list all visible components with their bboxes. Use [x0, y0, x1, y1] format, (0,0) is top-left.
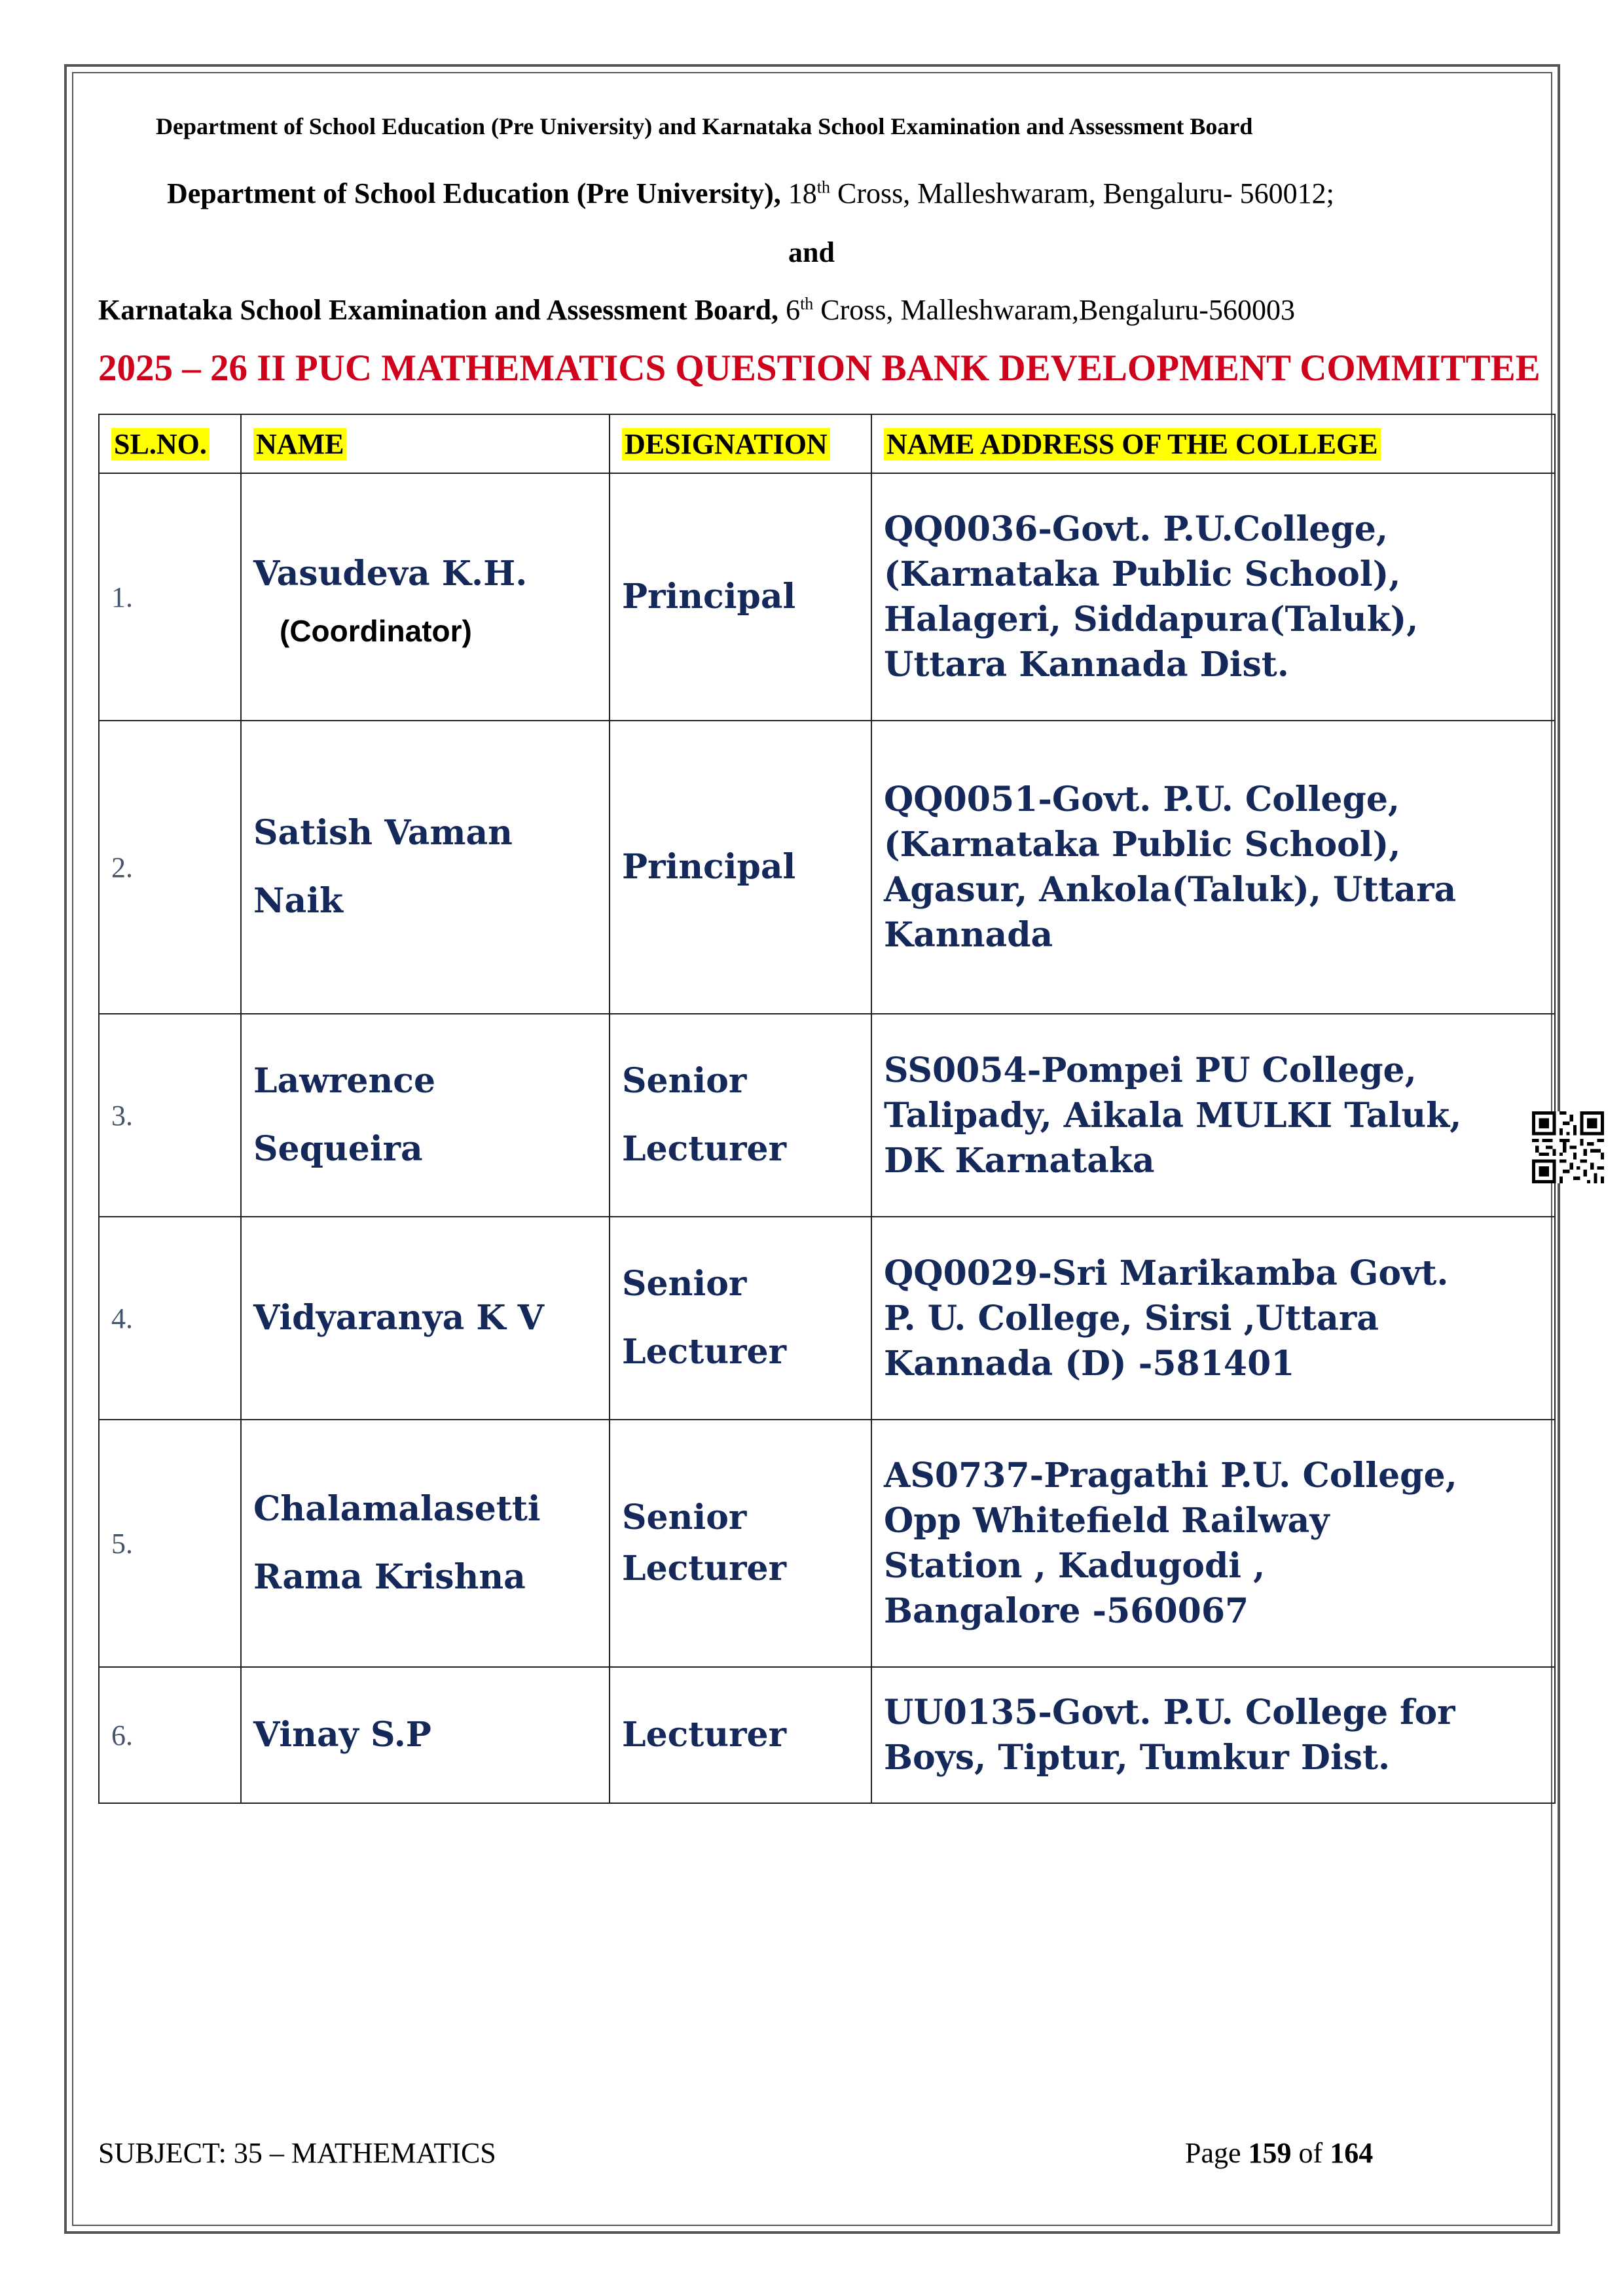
- address-line: Uttara Kannada Dist.: [884, 645, 1289, 685]
- address-line: UU0135-Govt. P.U. College for: [884, 1693, 1455, 1732]
- address-line: Station , Kadugodi ,: [884, 1546, 1266, 1586]
- header-line-2-sup: th: [816, 177, 830, 197]
- header-slno: SL.NO.: [99, 414, 241, 473]
- row-designation: Principal: [610, 721, 871, 1014]
- table-row: [99, 1667, 1555, 1803]
- row-address: [871, 1217, 1555, 1420]
- table-row: [99, 1420, 1555, 1667]
- header-line-2: [167, 177, 1334, 210]
- header-line-3-rest: Cross, Malleshwaram,Bengaluru-560003: [820, 294, 1295, 326]
- row-slno: 5.: [99, 1420, 241, 1667]
- address-line: SS0054-Pompei PU College,: [884, 1050, 1417, 1090]
- coordinator-note: (Coordinator): [280, 614, 472, 648]
- header-college-address: NAME ADDRESS OF THE COLLEGE: [871, 414, 1555, 473]
- address-line: Kannada: [884, 915, 1053, 955]
- row-slno: 4.: [99, 1217, 241, 1420]
- row-designation: Principal: [610, 473, 871, 721]
- header-and: and: [788, 236, 835, 268]
- row-address: [871, 1667, 1555, 1803]
- address-line: QQ0051-Govt. P.U. College,: [884, 780, 1400, 819]
- address-line: Opp Whitefield Railway: [884, 1501, 1330, 1541]
- row-address: [871, 473, 1555, 721]
- row-designation: Senior Lecturer: [610, 1420, 871, 1667]
- address-line: QQ0029-Sri Marikamba Govt.: [884, 1253, 1449, 1293]
- table-row: [99, 1217, 1555, 1420]
- address-line: (Karnataka Public School),: [884, 554, 1401, 594]
- footer-subject: SUBJECT: 35 – MATHEMATICS: [98, 2137, 496, 2169]
- table-header-row: [99, 414, 1555, 473]
- header-line-2-rest: Cross, Malleshwaram, Bengaluru- 560012;: [837, 177, 1334, 209]
- committee-table: [98, 414, 1556, 1804]
- row-name: Vidyaranya K V: [241, 1217, 610, 1420]
- header-line-3-sup: th: [800, 294, 814, 314]
- header-line-3-num: 6: [786, 294, 801, 326]
- row-designation: Lecturer: [610, 1667, 871, 1803]
- table-row: [99, 1014, 1555, 1217]
- row-name: Vinay S.P: [241, 1667, 610, 1803]
- row-name: Lawrence Sequeira: [241, 1014, 610, 1217]
- header-line-1: Department of School Education (Pre University) and Karnataka School Examination and Assessment Board: [156, 113, 1253, 139]
- row-address: [871, 1420, 1555, 1667]
- address-line: Boys, Tiptur, Tumkur Dist.: [884, 1738, 1391, 1778]
- address-line: (Karnataka Public School),: [884, 825, 1401, 865]
- footer-page-word: Page: [1185, 2137, 1241, 2169]
- header-line-3-bold: Karnataka School Examination and Assessment Board,: [98, 294, 779, 326]
- row-slno: 3.: [99, 1014, 241, 1217]
- footer-page-total: 164: [1330, 2137, 1374, 2169]
- header-designation: DESIGNATION: [610, 414, 871, 473]
- row-slno: 2.: [99, 721, 241, 1014]
- member-name: Vasudeva K.H.: [253, 554, 528, 594]
- row-name: [241, 473, 610, 721]
- row-name: Chalamalasetti Rama Krishna: [241, 1420, 610, 1667]
- address-line: Talipady, Aikala MULKI Taluk,: [884, 1095, 1462, 1136]
- document-title: 2025 – 26 II PUC MATHEMATICS QUESTION BANK DEVELOPMENT COMMITTEE: [98, 348, 1541, 389]
- row-slno: 1.: [99, 473, 241, 721]
- header-line-2-num: 18: [788, 177, 817, 209]
- header-line-3: [98, 293, 1295, 327]
- address-line: AS0737-Pragathi P.U. College,: [884, 1456, 1457, 1496]
- row-designation: Senior Lecturer: [610, 1217, 871, 1420]
- address-line: P. U. College, Sirsi ,Uttara: [884, 1298, 1379, 1338]
- footer-page-number: [1185, 2136, 1373, 2170]
- address-line: DK Karnataka: [884, 1140, 1155, 1181]
- address-line: Halageri, Siddapura(Taluk),: [884, 600, 1419, 639]
- address-line: QQ0036-Govt. P.U.College,: [884, 509, 1388, 549]
- row-address: [871, 721, 1555, 1014]
- address-line: Agasur, Ankola(Taluk), Uttara: [884, 870, 1457, 910]
- address-line: Kannada (D) -581401: [884, 1343, 1295, 1384]
- footer-page-current: 159: [1248, 2137, 1292, 2169]
- table-row: [99, 721, 1555, 1014]
- header-line-2-bold: Department of School Education (Pre University),: [167, 177, 781, 209]
- row-slno: 6.: [99, 1667, 241, 1803]
- row-name: Satish Vaman Naik: [241, 721, 610, 1014]
- table-row: [99, 473, 1555, 721]
- qr-code-icon: [1532, 1111, 1604, 1183]
- footer-of-word: of: [1298, 2137, 1323, 2169]
- row-designation: Senior Lecturer: [610, 1014, 871, 1217]
- header-name: NAME: [241, 414, 610, 473]
- address-line: Bangalore -560067: [884, 1591, 1249, 1631]
- row-address: [871, 1014, 1555, 1217]
